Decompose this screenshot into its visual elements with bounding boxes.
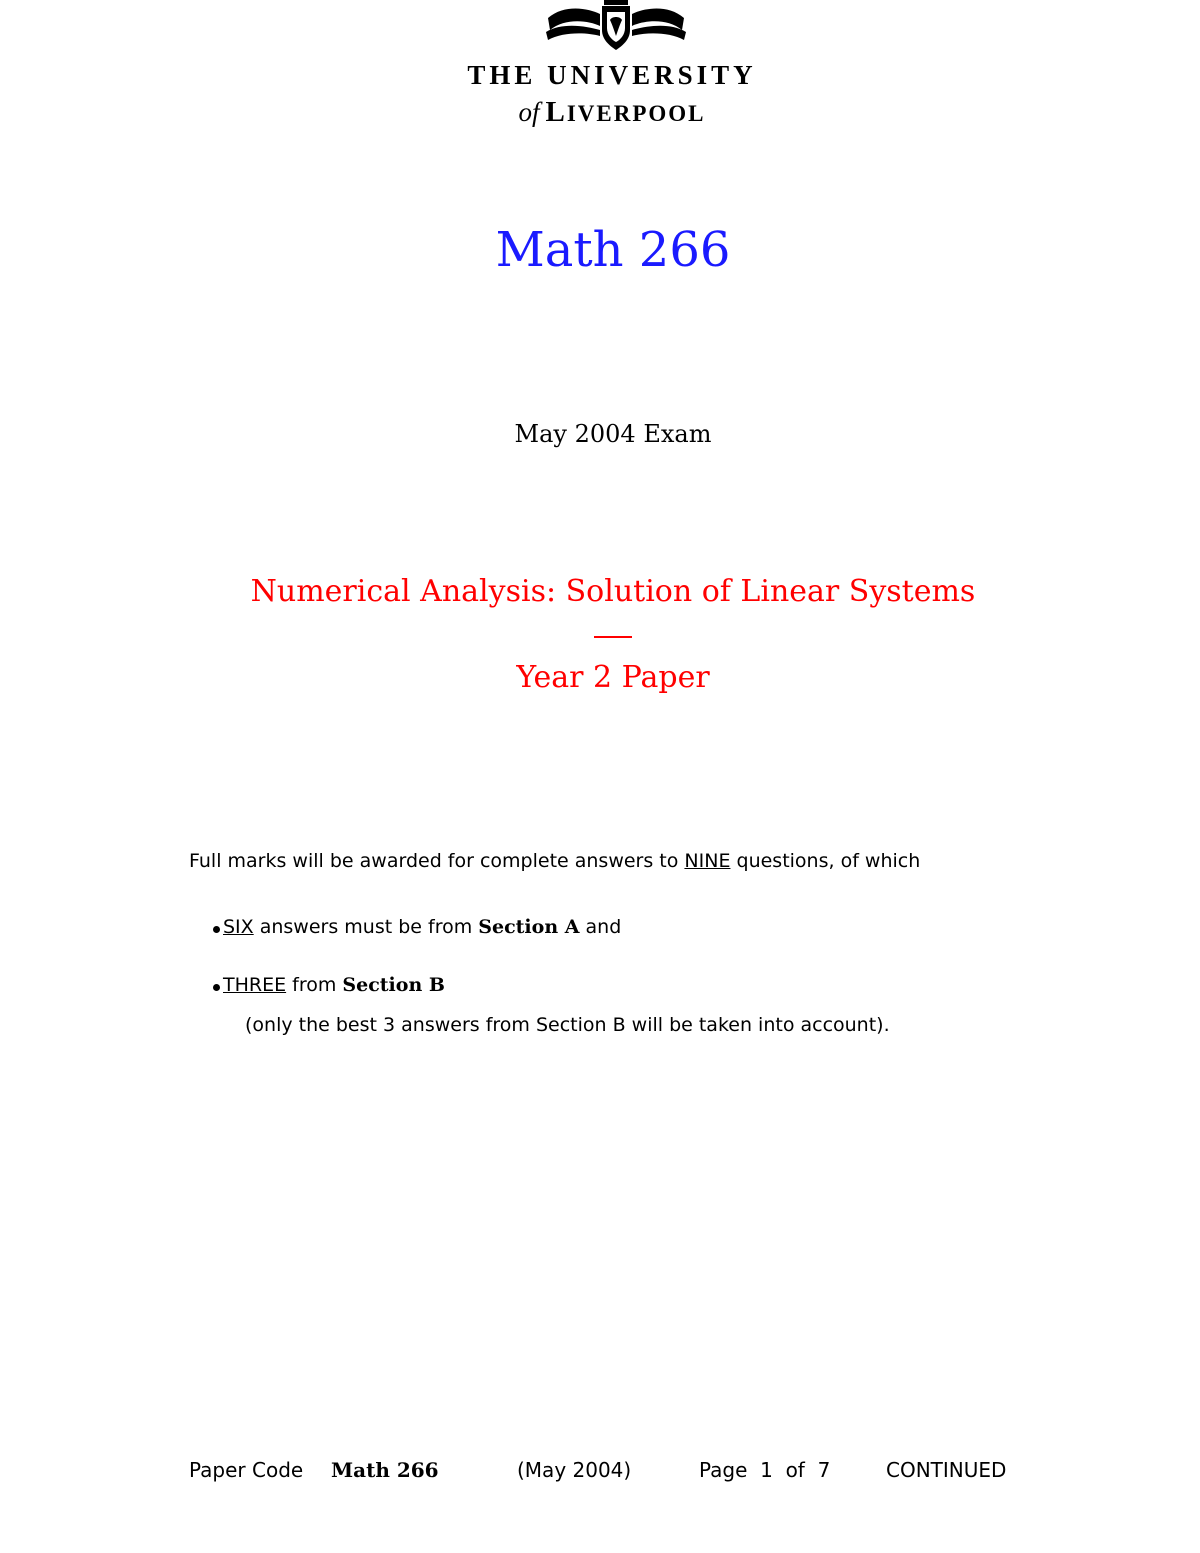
- university-name-rest: IVERPOOL: [566, 101, 706, 126]
- section-b-note: (only the best 3 answers from Section B will be taken into account).: [245, 1014, 890, 1036]
- paper-title: Numerical Analysis: Solution of Linear Systems: [250, 574, 976, 609]
- intro-question-count: NINE: [684, 850, 731, 872]
- section-a-count: SIX: [223, 916, 254, 938]
- instructions-intro: [189, 850, 920, 872]
- university-name-initial: L: [545, 96, 567, 128]
- footer-paper-code: Math 266: [331, 1458, 439, 1482]
- university-name-line2: [0, 96, 1200, 129]
- footer-page-number: Page 1 of 7: [699, 1458, 831, 1482]
- section-a-post: and: [579, 916, 622, 938]
- bullet-icon: [213, 984, 220, 991]
- university-name-of: of: [518, 97, 540, 127]
- section-b-text: from: [286, 974, 343, 996]
- title-divider: [594, 636, 632, 638]
- university-crest-icon: [544, 0, 688, 52]
- section-b-count: THREE: [223, 974, 287, 996]
- bullet-icon: [213, 926, 220, 933]
- footer-paper-code-label: Paper Code: [189, 1458, 304, 1482]
- exam-date: May 2004 Exam: [514, 420, 712, 448]
- intro-text-post: questions, of which: [730, 850, 921, 872]
- footer-date: (May 2004): [517, 1458, 632, 1482]
- footer-continued: CONTINUED: [886, 1458, 1007, 1482]
- section-a-text: answers must be from: [253, 916, 479, 938]
- section-a-label: Section A: [478, 916, 580, 938]
- section-b-label: Section B: [342, 974, 445, 996]
- page-footer: [189, 1458, 1089, 1488]
- university-name-line1: THE UNIVERSITY: [467, 60, 757, 90]
- instruction-bullet-section-a: [223, 916, 621, 938]
- instruction-bullet-section-b: [223, 974, 445, 996]
- intro-text-pre: Full marks will be awarded for complete answers to: [189, 850, 685, 872]
- course-code: Math 266: [495, 222, 731, 278]
- paper-subtitle: Year 2 Paper: [516, 660, 710, 695]
